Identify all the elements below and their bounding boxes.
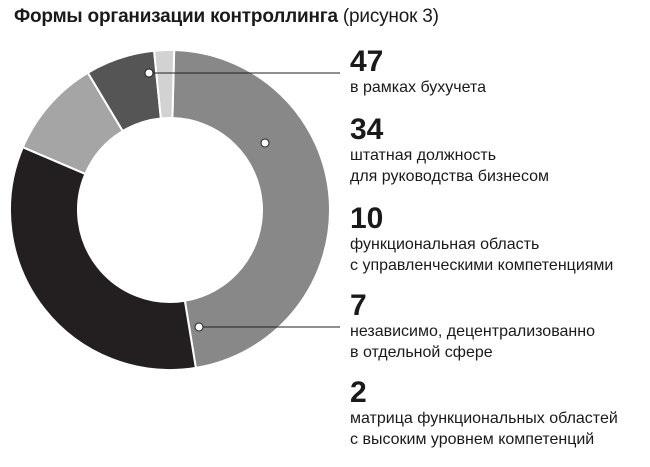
leader-dot-staff-position — [261, 139, 269, 147]
donut-slice-accounting — [172, 50, 330, 368]
legend-value: 7 — [350, 289, 367, 322]
donut-slice-staff-position — [10, 147, 196, 370]
legend-value: 10 — [350, 202, 384, 235]
legend-value: 34 — [350, 113, 384, 146]
legend-description: штатная должность для руководства бизнесом — [350, 147, 550, 185]
leader-dot-independent — [195, 323, 203, 331]
legend-description: в рамках бухучета — [350, 79, 486, 96]
legend-value: 2 — [350, 376, 367, 409]
legend-description: независимо, децентрализованно в отдельной сфере — [350, 323, 595, 361]
legend-description: матрица функциональных областей с высоким уровнем компетенций — [350, 410, 618, 448]
legend-entry-independent — [350, 291, 595, 363]
legend-description: функциональная область с управленческими компетенциями — [350, 236, 614, 274]
leader-dot-accounting — [145, 69, 153, 77]
chart-title-main: Формы организации контроллинга — [14, 6, 338, 27]
legend-entry-staff-position — [350, 115, 549, 187]
chart-title-figure-ref: (рисунок 3) — [337, 6, 439, 27]
legend-entry-matrix — [350, 378, 618, 450]
legend-entry-functional-area — [350, 204, 613, 276]
legend-value: 47 — [350, 45, 384, 78]
legend-entry-accounting — [350, 47, 486, 98]
